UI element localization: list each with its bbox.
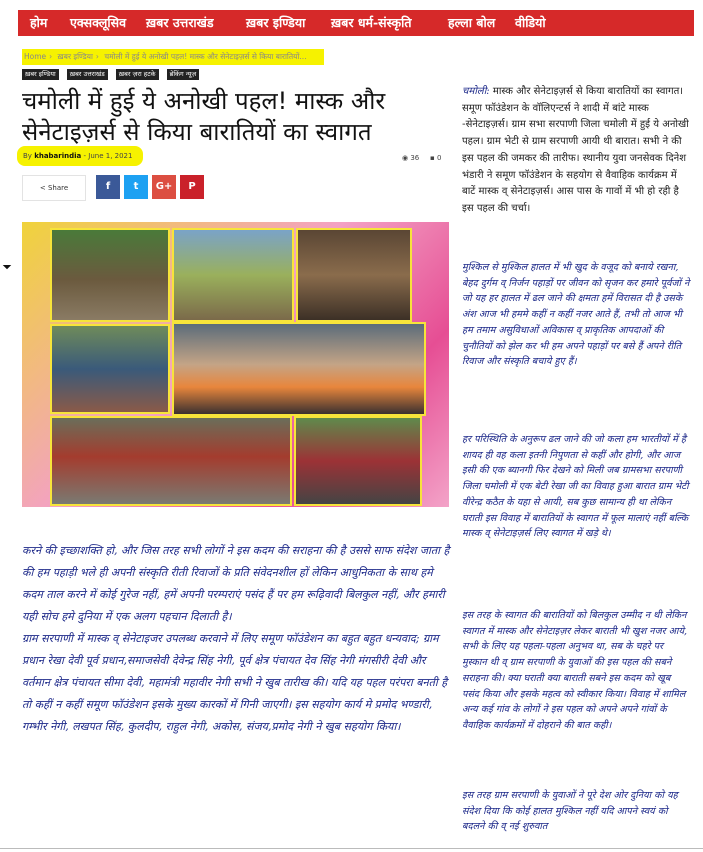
collage-photo bbox=[172, 228, 294, 322]
article-body-left bbox=[22, 540, 452, 738]
share-button[interactable]: < Share bbox=[22, 175, 86, 201]
breadcrumb-current: चमोली में हुई ये अनोखी पहल! मास्क और सेनेटाइज़र्स से किया बारातियों... bbox=[104, 52, 307, 61]
nav-item-halla-bol[interactable]: हल्ला बोल bbox=[448, 15, 496, 30]
comment-icon: ▪ bbox=[430, 154, 435, 162]
paragraph: मुश्किल से मुश्किल हालत में भी खुद के वजूद को बनाये रखना, बेहद दुर्गम व् निर्जन पहाड़ों पर जीवन को सृजन कर हमारे पूर्वजों ने जो यह हर हालत में ढल जाने की क्षमता हमें विरासत दी है उसके अंश आज भी हममे कहीं न कहीं नजर आते हैं, तभी तो आज भी हम तमाम असुविधाओं अविकास व् प्राकृतिक आपदाओं की चुनौतियों को झेल कर भी हम अपने पहाड़ों पर बसे हैं अपने रीति रिवाज और संस्कृति बचाये हुए हैं। bbox=[462, 262, 690, 368]
by-label: By bbox=[23, 152, 32, 160]
tag-khabar-india[interactable]: ख़बर इण्डिया bbox=[22, 69, 59, 80]
author-link[interactable]: khabarindia bbox=[34, 152, 82, 160]
facebook-share-button[interactable] bbox=[96, 175, 120, 199]
article-intro bbox=[462, 84, 690, 218]
collage-photo bbox=[50, 228, 170, 322]
category-tags bbox=[22, 69, 202, 80]
paragraph: करने की इच्छाशक्ति हो, और जिस तरह सभी लोगों ने इस कदम की सराहना की है उससे साफ संदेश जाता है की हम पहाड़ी भले ही अपनी संस्कृति रीती रिवाजों के प्रति संवेदनशील हों लेकिन आधुनिकता के साथ हमे कदम ताल करने में कोई गुरेज नहीं, हमें अपनी परम्पराएं पसंद हैं पर हम रूढ़िवादी बिलकुल नहीं, और हमारी यही सोच हमे दुनिया में एक अलग पहचान दिलाती है। bbox=[22, 544, 450, 623]
facebook-icon: f bbox=[105, 181, 111, 192]
views-count: ◉ 36 bbox=[402, 154, 420, 162]
twitter-share-button[interactable] bbox=[124, 175, 148, 199]
pinterest-share-button[interactable] bbox=[180, 175, 204, 199]
article-title: चमोली में हुई ये अनोखी पहल! मास्क और सेनेटाइज़र्स से किया बारातियों का स्वागत bbox=[22, 87, 386, 146]
google-plus-share-button[interactable] bbox=[152, 175, 176, 199]
article-photo-collage bbox=[22, 222, 449, 507]
paragraph: इस तरह के स्वागत की बारातियों को बिलकुल उम्मीद न थी लेकिन स्वागत में मास्क और सेनेटाइज़र लेकर बाराती भी खुश नजर आये, सभी के लिए यह पहला-पहला अनुभव था, सब के चहरे पर मुस्कान थी व् ग्राम सरपाणी के युवाओं की इस पहल की सबने सराहना की। क्या घराती क्या बाराती सबने इस कदम को खूब पसंद किया और इसके महत्व को स्वीकार किया। विवाह में शामिल अन्य कई गांव के लोगों ने इस पहल को अपने अपने गांवों के वैवाहिक कार्यक्रमों में दोहराने की बात कही। bbox=[462, 610, 688, 731]
nav-item-exclusive[interactable]: एक्सक्लूसिव bbox=[70, 15, 127, 30]
collage-photo bbox=[294, 416, 422, 506]
divider bbox=[0, 848, 703, 849]
cursor-marker-icon bbox=[3, 261, 11, 269]
nav-item-india[interactable]: ख़बर इण्डिया bbox=[246, 15, 306, 30]
paragraph: हर परिस्थिति के अनुरूप ढल जाने की जो कला हम भारतीयों में है शायद ही वह कला इतनी निपुणता से कहीं और होगी, और आज इसी की एक ब्यानगी फिर देखने को मिली जब ग्रामसभा सरपाणी जिला चमोली में एक बेटी रेखा जी का विवाह हुआ बारात ग्राम भेटी वीरेन्द्र कठैत के यहा से आयी, सब कुछ सामान्य ही था लेकिन घराती इस विवाह में बारातियों के स्वागत में फूल मालाएं नहीं बल्कि मास्क व् सेनेटाइज़र्स लिए स्वागत में खड़े थे। bbox=[462, 434, 689, 540]
intro-text: मास्क और सेनेटाइज़र्स से किया बारातियों का स्वागत। समूण फॉउंडेशन के वॉलिएन्टर्स ने शादी में बांटे मास्क -सेनेटाइज़र्स। ग्राम सभा सरपाणी जिला चमोली में हुई ये अनोखी पहल। ग्राम भेटी से ग्राम सरपाणी आयी थी बारात। सभी ने की इस पहल की जमकर की तारीफ। स्थानीय युवा जनसेवक दिनेश भंडारी ने समूण फॉउंडेशन के सहयोग से वैवाहिक कार्यक्रम में बाटें मास्क व् सेनेटाइज़र्स। आस पास के गावों में भी हो रही है इस पहल की चर्चा। bbox=[462, 86, 689, 214]
tag-breaking-news[interactable]: ब्रेकिंग न्यूज़ bbox=[167, 69, 200, 80]
paragraph: ग्राम सरपाणी में मास्क व् सेनेटाइजर उपलब्ध करवाने में लिए समूण फॉउंडेशन का बहुत बहुत धन्यवाद; ग्राम प्रधान रेखा देवी पूर्व प्रधान,समाजसेवी देवेन्द्र सिंह नेगी, पूर्व क्षेत्र पंचायत देव सिंह नेगी मंगसीरी देवी और वर्तमान क्षेत्र पंचायत सीमा देवी, महामंत्री महावीर नेगी सभी ने खुब तारीख की। यदि यह पहल परंपरा बनती है तो कहीं न कहीं समूण फॉउंडेशन इसके मुख्य कारकों में गिनी जाएगी। इस सहयोग कार्य मे प्रमोद भण्डारी, गम्भीर नेगी, लखपत सिंह, कुलदीप, राहुल नेगी, अकोस, संजय,प्रमोद नेगी ने खुब सहयोग किया। bbox=[22, 632, 448, 733]
pinterest-icon: P bbox=[188, 181, 196, 192]
nav-item-dharm-sanskriti[interactable]: ख़बर धर्म-संस्कृति bbox=[331, 15, 412, 30]
collage-photo bbox=[296, 228, 412, 322]
nav-item-uttarakhand[interactable]: ख़बर उत्तराखंड bbox=[146, 15, 214, 30]
top-nav bbox=[18, 10, 694, 36]
share-icon: < bbox=[39, 184, 46, 192]
google-plus-icon: G+ bbox=[155, 181, 173, 192]
dateline: चमोली: bbox=[462, 86, 490, 97]
paragraph: इस तरह ग्राम सरपाणी के युवाओं ने पूरे देश ओर दुनिया को यह संदेश दिया कि कोई हालत मुश्किल नहीं यदि आपने स्वयं को बदलने की व् नई शुरुवात bbox=[462, 790, 678, 833]
collage-photo bbox=[50, 416, 292, 506]
eye-icon: ◉ bbox=[402, 154, 409, 162]
breadcrumb: Home › ख़बर इण्डिया › चमोली में हुई ये अनोखी पहल! मास्क और सेनेटाइज़र्स से किया बारातियों... bbox=[22, 49, 324, 65]
tag-khabar-uttarakhand[interactable]: ख़बर उत्तराखंड bbox=[67, 69, 108, 80]
collage-photo bbox=[50, 324, 170, 414]
twitter-icon: t bbox=[133, 181, 139, 192]
article-meta: By khabarindia - June 1, 2021 bbox=[17, 146, 143, 166]
nav-item-video[interactable]: वीडियो bbox=[515, 15, 546, 30]
comments-count[interactable]: ▪ 0 bbox=[430, 154, 442, 162]
nav-item-home[interactable]: होम bbox=[30, 15, 48, 30]
collage-photo bbox=[172, 322, 426, 416]
tag-khabar-zara-hatke[interactable]: ख़बर ज़रा हटके bbox=[116, 69, 159, 80]
breadcrumb-section[interactable]: ख़बर इण्डिया bbox=[57, 52, 93, 61]
publish-date: June 1, 2021 bbox=[88, 152, 133, 160]
breadcrumb-home[interactable]: Home bbox=[24, 52, 47, 61]
